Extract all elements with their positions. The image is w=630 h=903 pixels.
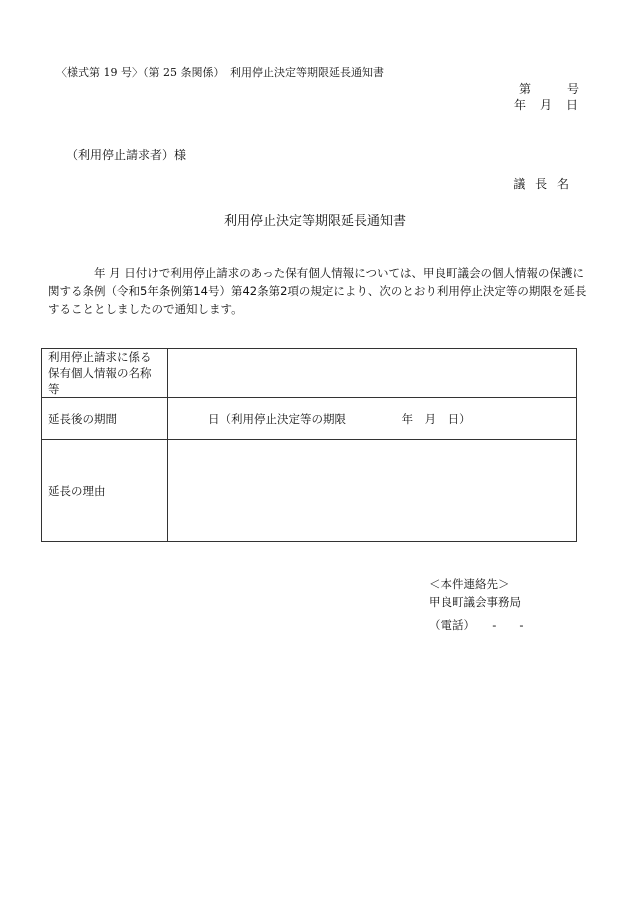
addressee: （利用停止請求者）様 — [66, 148, 187, 162]
table-row — [42, 349, 577, 398]
table-row — [42, 398, 577, 440]
document-number: 第 号 — [518, 82, 579, 96]
document-title: 利用停止決定等期限延長通知書 — [223, 214, 406, 229]
notice-body: 年 月 日付けで利用停止請求のあった保有個人情報については、甲良町議会の個人情報の保護に関する条例（令和5年条例第14号）第42条第2項の規定により、次のとおり利用停止決定等の期限を延長することとしましたので通知します。 — [48, 266, 587, 316]
info-table — [41, 348, 577, 542]
contact-phone: （電話） - - — [429, 618, 524, 632]
extension-reason-value — [168, 440, 577, 542]
table-row — [42, 440, 577, 542]
sender-name: 議 長 名 — [513, 177, 572, 191]
period-days-text: 日（利用停止決定等の期限 — [208, 411, 346, 426]
contact-office: 甲良町議会事務局 — [429, 595, 521, 609]
info-name-label: 利用停止請求に係る保有個人情報の名称等 — [42, 349, 168, 398]
extension-reason-label: 延長の理由 — [42, 440, 168, 542]
contact-heading: ＜本件連絡先＞ — [429, 577, 510, 591]
form-number-label: 〈様式第 19 号〉（第 25 条関係） 利用停止決定等期限延長通知書 — [56, 66, 384, 79]
extended-period-label: 延長後の期間 — [42, 398, 168, 440]
document-date: 年 月 日 — [513, 98, 579, 112]
extended-period-value — [168, 398, 577, 440]
period-deadline-text: 年 月 日） — [401, 411, 471, 426]
info-name-value — [168, 349, 577, 398]
